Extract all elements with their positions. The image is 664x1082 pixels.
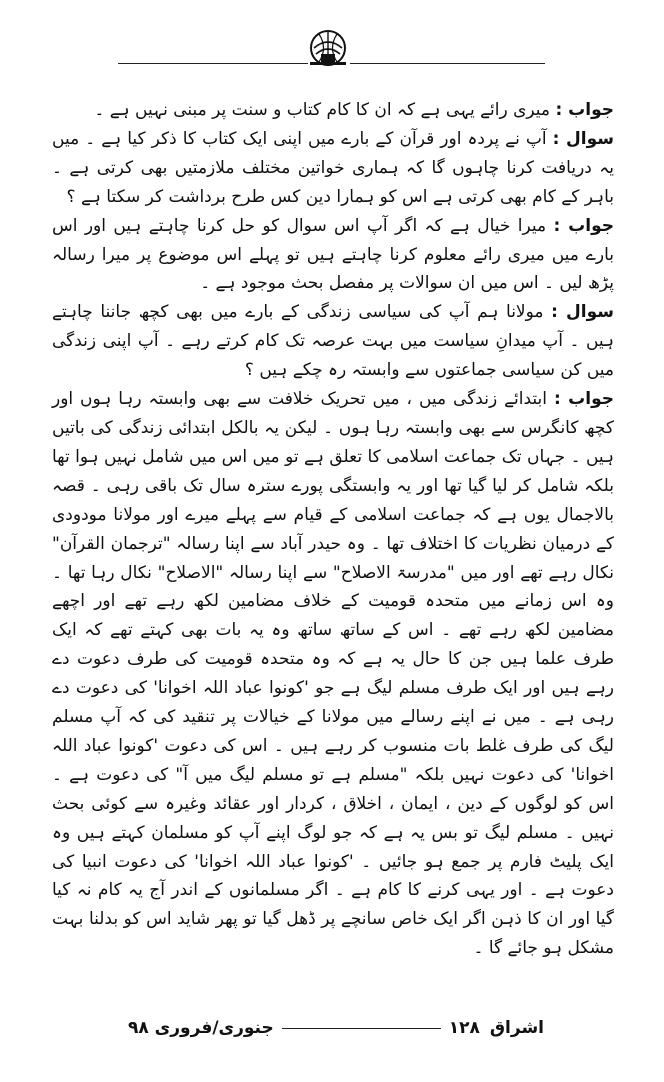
speaker-label: جواب : (553, 389, 614, 410)
speaker-label: سوال : (552, 128, 614, 149)
paragraph-question-1 (52, 125, 614, 212)
emblem-icon (306, 24, 350, 68)
page-number: ۱۲۸ (448, 1018, 480, 1038)
article-body (52, 96, 614, 963)
paragraph-text: ابتدائے زندگی میں ، میں تحریک خلافت سے بھی وابستہ رہا ہوں اور کچھ کانگرس سے بھی وابستہ رہا ہوں ۔ لیکن یہ بالکل ابتدائی زندگی کی باتیں ہیں ۔ جہاں تک جماعت اسلامی کا تعلق ہے تو میں اس میں شامل نہیں ہوا تھا بلکہ شامل کر لیا گیا تھا اور یہ وابستگی پورے سترہ سال تک باقی رہی ۔ قصہ بالاجمال یوں ہے کہ جماعت اسلامی کے قیام سے پہلے میرے اور مولانا مودودی کے درمیان نظریات کا اختلاف تھا ۔ وہ حیدر آباد سے اپنا رسالہ "ترجمان القرآن" نکال رہے تھے اور میں "مدرسۃ الاصلاح" سے اپنا رسالہ "الاصلاح" نکال رہا تھا ۔ وہ اس زمانے میں متحدہ قومیت کے خلاف مضامین لکھ رہے تھے اور اچھے مضامین لکھ رہے تھے ۔ اس کے ساتھ ساتھ وہ یہ بات بھی کہتے تھے کہ ایک طرف علما ہیں جن کا حال یہ ہے کہ وہ متحدہ قومیت کی طرف دعوت دے رہے ہیں اور ایک طرف مسلم لیگ ہے جو 'کونوا عباد اللہ اخوانا' کی دعوت دے رہی ہے ۔ میں نے اپنے رسالے میں مولانا کے خیالات پر تنقید کی کہ آپ مسلم لیگ کی طرف غلط بات منسوب کر رہے ہیں ۔ اس کی دعوت 'کونوا عباد اللہ اخوانا' کی دعوت نہیں بلکہ "مسلم ہے تو مسلم لیگ میں آ" کی دعوت ہے ۔ اس کو لوگوں کے دین ، ایمان ، اخلاق ، کردار اور عقائد وغیرہ سے کوئی بحث نہیں ۔ مسلم لیگ تو بس یہ ہے کہ جو لوگ اپنے آپ کو مسلمان کہتے ہیں وہ ایک پلیٹ فارم پر جمع ہو جائیں ۔ 'کونوا عباد اللہ اخوانا' کی دعوت انبیا کی دعوت ہے ۔ اور یہی کرنے کا کام ہے ۔ اگر مسلمانوں کے اندر آج یہ کام نہ کیا گیا اور ان کا ذہن اگر ایک خاص سانچے پر ڈھل گیا تو پھر شاید اس کو بدلنا بہت مشکل ہو جائے گا ۔ (52, 389, 614, 959)
journal-name: اشراق (489, 1018, 544, 1038)
footer-rule (282, 1028, 441, 1029)
issue-date: جنوری/فروری ۹۸ (128, 1018, 274, 1038)
paragraph-text: مولانا ہم آپ کی سیاسی زندگی کے بارے میں بھی کچھ جاننا چاہتے ہیں ۔ آپ میدانِ سیاست میں بہت عرصہ تک کام کرتے رہے ۔ آپ اپنی زندگی میں کن سیاسی جماعتوں سے وابستہ رہ چکے ہیں ؟ (52, 302, 614, 381)
speaker-label: سوال : (551, 302, 615, 323)
paragraph-text: آپ نے پردہ اور قرآن کے بارے میں اپنی ایک کتاب کا ذکر کیا ہے ۔ میں یہ دریافت کرنا چاہوں گا کہ ہماری خواتین مختلف ملازمتیں بھی کرتی ہے ۔ باہر کے کام بھی کرتی ہے اس کو ہمارا دین کس طرح برداشت کر سکتا ہے ؟ (52, 128, 614, 207)
paragraph-question-2 (52, 298, 614, 385)
paragraph-answer-1 (52, 96, 614, 125)
paragraph-text: میرا خیال ہے کہ اگر آپ اس سوال کو حل کرنا چاہتے ہیں اور اس بارے میں میری رائے معلوم کرنا چاہتے ہیں تو پہلے اس موضوع پر میرا رسالہ پڑھ لیں ۔ اس میں ان سوالات پر مفصل بحث موجود ہے ۔ (52, 215, 614, 294)
paragraph-text: میری رائے یہی ہے کہ ان کا کام کتاب و سنت پر مبنی نہیں ہے ۔ (94, 100, 556, 120)
footer-row (128, 1018, 544, 1038)
speaker-label: جواب : (555, 100, 614, 120)
paragraph-answer-2 (52, 212, 614, 299)
speaker-label: جواب : (553, 215, 614, 236)
page-footer (0, 1010, 664, 1050)
header-rule-right (350, 63, 545, 64)
paragraph-answer-3 (52, 385, 614, 963)
page-header (0, 0, 664, 72)
header-rule-left (118, 63, 308, 64)
